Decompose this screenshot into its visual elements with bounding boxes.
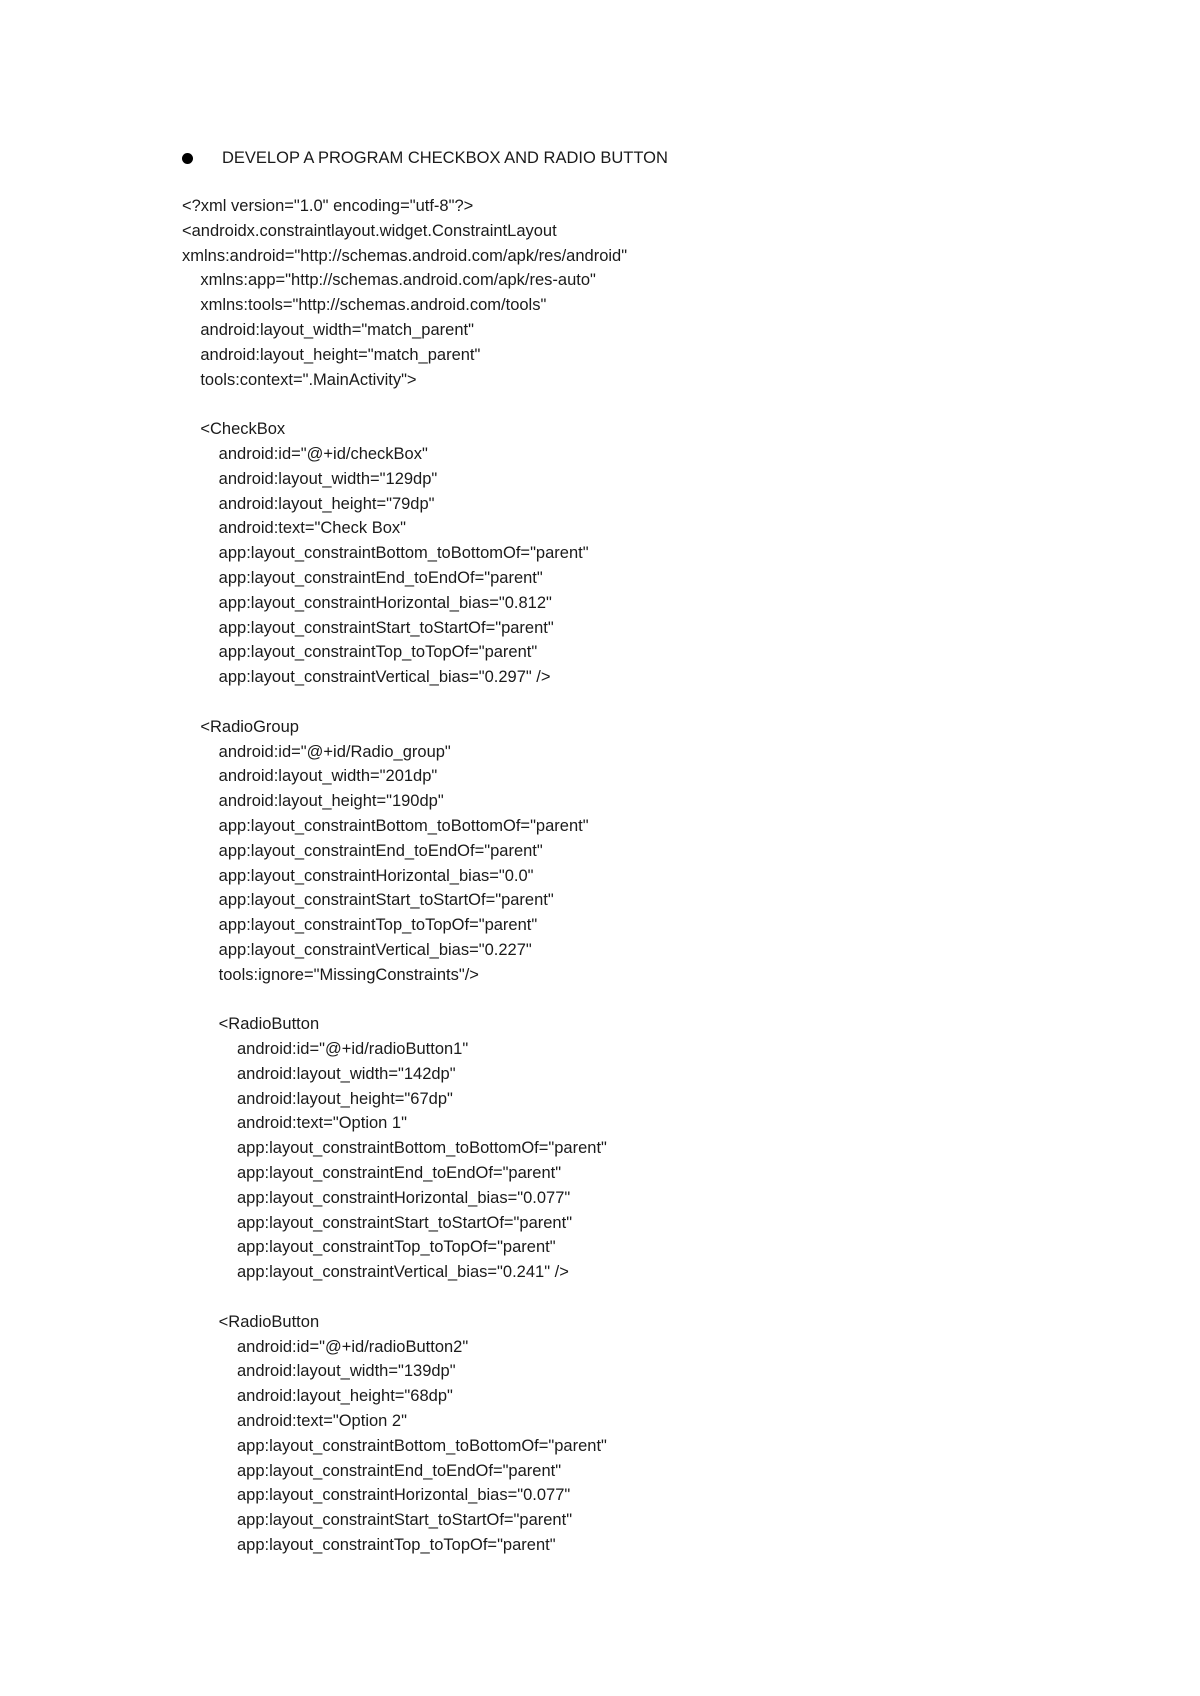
code-line: xmlns:android="http://schemas.android.com/apk/res/android": [182, 246, 628, 265]
code-line: app:layout_constraintTop_toTopOf="parent": [182, 1536, 556, 1555]
code-line: app:layout_constraintBottom_toBottomOf="parent": [182, 544, 589, 563]
code-line: app:layout_constraintHorizontal_bias="0.077": [182, 1188, 571, 1207]
code-line: android:layout_height="67dp": [182, 1089, 453, 1108]
code-line: android:layout_height="79dp": [182, 494, 435, 513]
code-line: <RadioGroup: [182, 717, 299, 736]
code-line: android:layout_width="201dp": [182, 767, 438, 786]
code-line: android:layout_width="142dp": [182, 1064, 456, 1083]
code-line: app:layout_constraintHorizontal_bias="0.0": [182, 866, 534, 885]
code-line: app:layout_constraintEnd_toEndOf="parent": [182, 1164, 562, 1183]
code-line: android:layout_width="139dp": [182, 1362, 456, 1381]
code-line: app:layout_constraintBottom_toBottomOf="parent": [182, 1436, 607, 1455]
code-line: xmlns:app="http://schemas.android.com/apk/res-auto": [182, 271, 596, 290]
code-line: [182, 988, 1162, 1013]
code-line: android:id="@+id/checkBox": [182, 444, 428, 463]
code-line: app:layout_constraintTop_toTopOf="parent": [182, 1238, 556, 1257]
code-line: android:id="@+id/Radio_group": [182, 742, 451, 761]
code-line: app:layout_constraintTop_toTopOf="parent": [182, 916, 538, 935]
code-line: app:layout_constraintEnd_toEndOf="parent": [182, 841, 543, 860]
code-line: android:id="@+id/radioButton2": [182, 1337, 469, 1356]
code-line: android:layout_width="129dp": [182, 469, 438, 488]
code-line: android:layout_width="match_parent": [182, 320, 474, 339]
code-line: <RadioButton: [182, 1312, 320, 1331]
code-line: app:layout_constraintStart_toStartOf="parent": [182, 618, 554, 637]
code-line: app:layout_constraintHorizontal_bias="0.812": [182, 593, 552, 612]
code-line: tools:ignore="MissingConstraints"/>: [182, 965, 479, 984]
code-line: app:layout_constraintHorizontal_bias="0.077": [182, 1486, 571, 1505]
code-line: app:layout_constraintVertical_bias="0.227": [182, 940, 532, 959]
code-line: [182, 690, 1162, 715]
heading-line: [182, 146, 668, 170]
code-line: app:layout_constraintEnd_toEndOf="parent": [182, 568, 543, 587]
code-line: app:layout_constraintBottom_toBottomOf="parent": [182, 816, 589, 835]
code-line: app:layout_constraintVertical_bias="0.297" />: [182, 668, 551, 687]
code-line: app:layout_constraintEnd_toEndOf="parent": [182, 1461, 562, 1480]
code-line: android:id="@+id/radioButton1": [182, 1040, 469, 1059]
code-line: [182, 392, 1162, 417]
code-line: app:layout_constraintStart_toStartOf="parent": [182, 1511, 573, 1530]
code-block: [182, 194, 1162, 1558]
code-line: tools:context=".MainActivity">: [182, 370, 417, 389]
heading-text: DEVELOP A PROGRAM CHECKBOX AND RADIO BUTTON: [222, 148, 668, 167]
code-line: android:layout_height="190dp": [182, 792, 444, 811]
code-line: [182, 1285, 1162, 1310]
code-line: <?xml version="1.0" encoding="utf-8"?>: [182, 197, 474, 215]
code-line: <RadioButton: [182, 1015, 320, 1034]
code-line: app:layout_constraintBottom_toBottomOf="parent": [182, 1139, 607, 1158]
code-line: app:layout_constraintTop_toTopOf="parent": [182, 643, 538, 662]
code-line: android:layout_height="match_parent": [182, 345, 481, 364]
code-line: xmlns:tools="http://schemas.android.com/tools": [182, 296, 547, 315]
code-line: app:layout_constraintVertical_bias="0.241" />: [182, 1263, 569, 1282]
code-line: android:text="Check Box": [182, 519, 407, 538]
code-line: android:text="Option 2": [182, 1412, 407, 1431]
code-line: app:layout_constraintStart_toStartOf="parent": [182, 1213, 573, 1232]
code-line: android:layout_height="68dp": [182, 1387, 453, 1406]
code-line: <CheckBox: [182, 420, 286, 439]
code-line: app:layout_constraintStart_toStartOf="parent": [182, 891, 554, 910]
code-line: android:text="Option 1": [182, 1114, 407, 1133]
bullet-icon: [182, 153, 193, 164]
code-line: <androidx.constraintlayout.widget.ConstraintLayout: [182, 221, 557, 240]
